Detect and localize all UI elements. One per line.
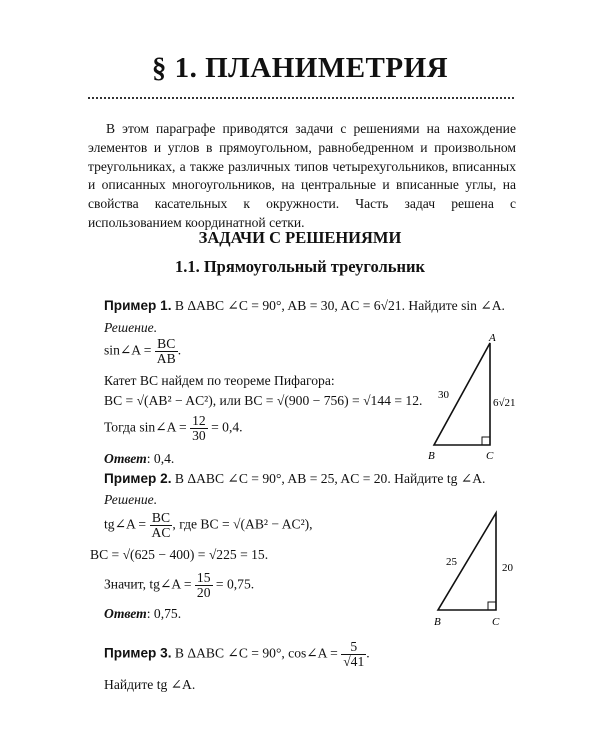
heading-problems: ЗАДАЧИ С РЕШЕНИЯМИ	[198, 228, 402, 247]
example2-triangle-diagram	[428, 505, 528, 630]
example2-solution-label: Решение.	[104, 492, 158, 507]
example1-answer: Ответ: 0,4.	[104, 451, 175, 466]
right-angle-mark	[482, 437, 490, 445]
example2-tg-result: Значит, tg∠A = $\frac{15}{20}$ = 0,75.	[104, 570, 255, 600]
example1-triangle-diagram	[420, 330, 530, 465]
example1-statement-text: В ΔABC ∠C = 90°, AB = 30, AC = 6√21. Найдите sin ∠A.	[171, 298, 505, 313]
section-title: § 1. ПЛАНИМЕТРИЯ	[151, 52, 449, 84]
example1-bc-computation: BC = √(AB² − AC²), или BC = √(900 − 756) = √144 = 12.	[104, 393, 423, 408]
example1-sin-result: Тогда sin∠A = $\frac{12}{30}$ = 0,4.	[104, 413, 243, 443]
example1-statement	[104, 298, 505, 314]
hypotenuse-label: 30	[438, 389, 449, 401]
heading-subsection: 1.1. Прямоугольный треугольник	[174, 257, 426, 276]
example2-label: Пример 2.	[104, 471, 172, 486]
vertex-c: C	[492, 616, 500, 628]
example3-label: Пример 3.	[104, 645, 172, 661]
vertex-b: B	[434, 616, 441, 628]
vertex-b: B	[428, 450, 435, 462]
example3-question: Найдите tg ∠A.	[104, 677, 196, 692]
fraction: $\frac{12}{30}$	[192, 413, 206, 443]
right-angle-mark	[488, 602, 496, 610]
example2-statement-text: В ΔABC ∠C = 90°, AB = 25, AC = 20. Найдите tg ∠A.	[171, 471, 486, 486]
fraction: $\frac{15}{20}$	[196, 570, 211, 600]
example1-pythagoras-line: Катет BC найдем по теореме Пифагора:	[104, 373, 335, 388]
example2-bc-computation: BC = √(625 − 400) = √225 = 15.	[90, 547, 269, 562]
example2-statement	[104, 471, 485, 487]
example2-answer: Ответ: 0,75.	[104, 606, 182, 621]
intro-paragraph	[88, 120, 516, 233]
leg-label: 20	[502, 562, 513, 574]
example1-solution-label: Решение.	[104, 320, 158, 335]
hypotenuse-label: 25	[446, 556, 457, 568]
fraction: $\frac{BC}{AB}$	[156, 336, 176, 366]
example1-label: Пример 1.	[104, 298, 172, 313]
dotted-divider	[88, 97, 514, 99]
vertex-c: C	[486, 450, 494, 462]
fraction: $\frac{BC}{AC}$	[151, 510, 171, 540]
example2-formula-tg: tg∠A = $\frac{BC}{AC}$ , где BC = √(AB² − AC²),	[104, 510, 313, 540]
fraction: $\frac{5}{√41}$	[343, 639, 365, 669]
leg-label: 6√21	[493, 397, 516, 409]
intro-text: В этом параграфе приводятся задачи с решениями на нахождение элементов и углов в прямоугольном, равнобедренном и произвольном треугольниках, а также различных типов четырехугольников, вписанных и описанных многоугольников, на центральные и вписанные углы, на свойства касательных к окружности. Часть задач решена с использованием координатной сетки.	[88, 121, 516, 230]
example3-statement: Пример 3. В ΔABC ∠C = 90°, cos∠A = $\frac{5}{√41}$ .	[104, 639, 370, 669]
example1-formula-sin: sin∠A = $\frac{BC}{AB}$ .	[104, 336, 182, 366]
vertex-a: A	[489, 332, 496, 344]
